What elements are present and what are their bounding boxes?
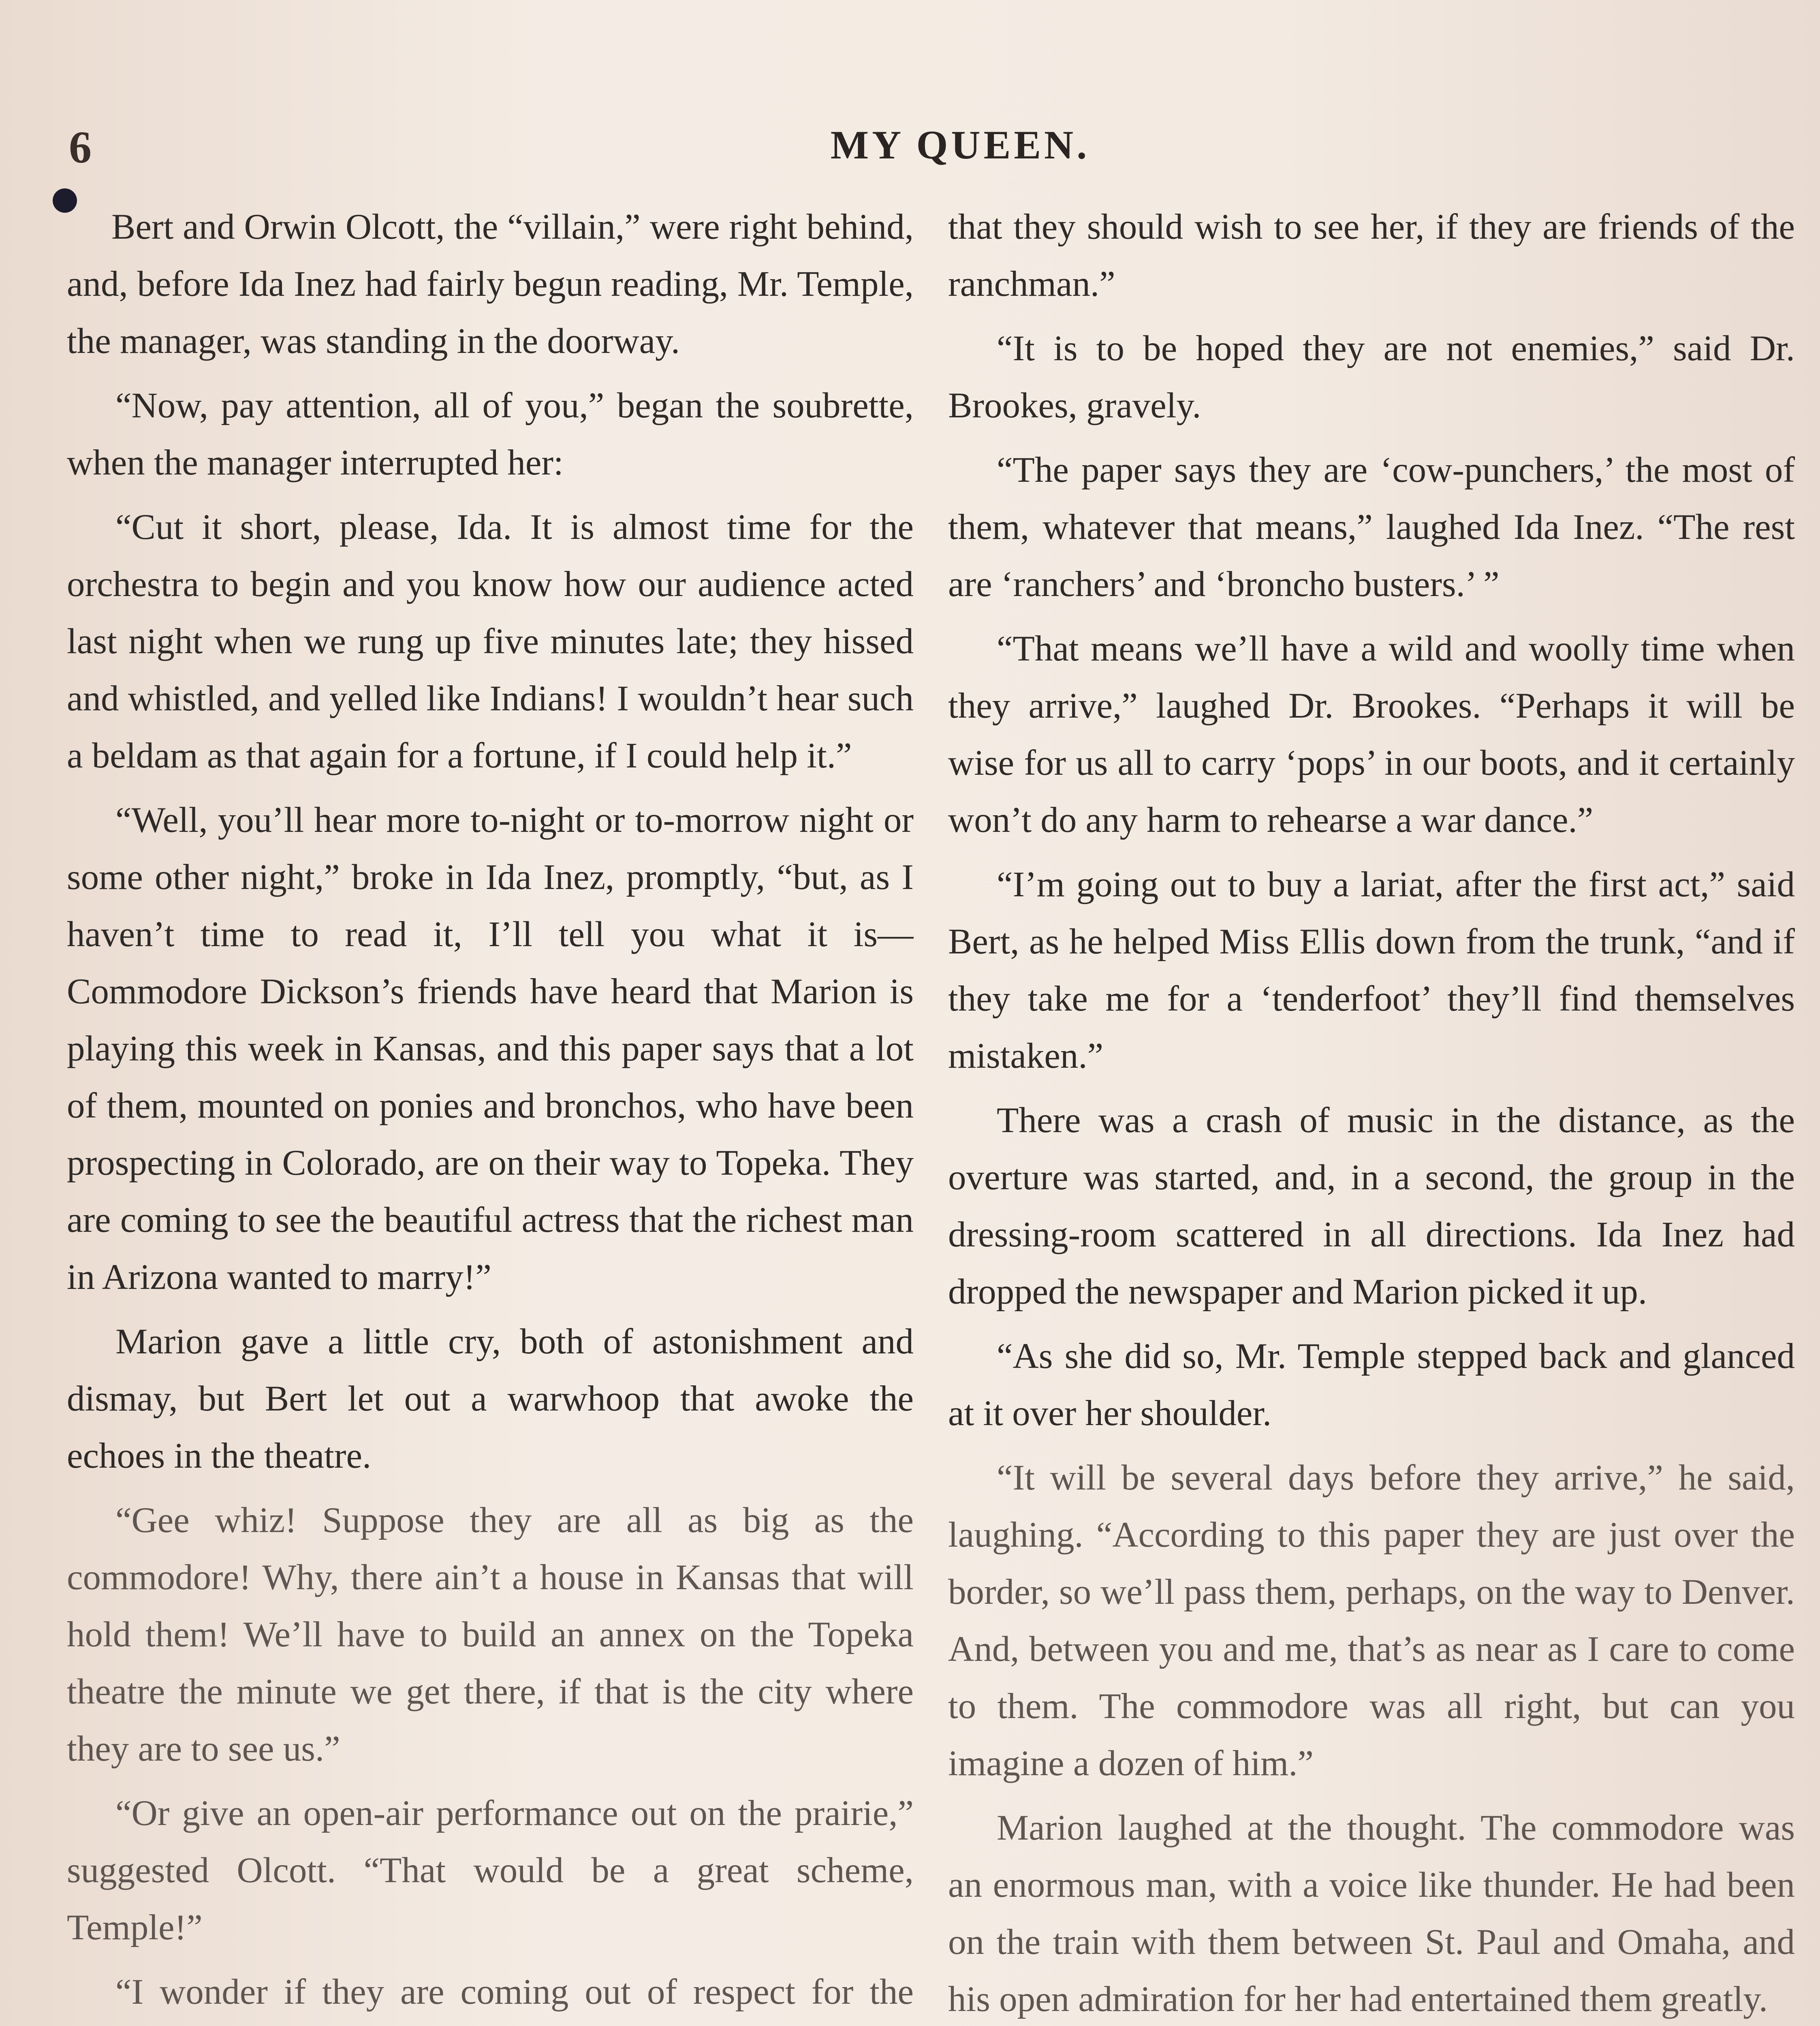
paragraph: Marion gave a little cry, both of astonishment and dismay, but Bert let out a warwhoop that awoke the echoes in the theatre. <box>67 1322 914 1476</box>
page-header <box>69 122 1750 178</box>
paragraph: “The paper says they are ‘cow-punchers,’ the most of them, whatever that means,” laughed Ida Inez. “The rest are ‘ranchers’ and ‘broncho busters.’ ” <box>948 450 1795 604</box>
paragraph: “It is to be hoped they are not enemies,” said Dr. Brookes, gravely. <box>948 329 1795 425</box>
paragraph: “I’m going out to buy a lariat, after the first act,” said Bert, as he helped Miss Ellis down from the trunk, “and if they take me for a ‘tenderfoot’ they’ll find themselves mistaken.” <box>948 865 1795 1076</box>
paragraph: “Or give an open-air performance out on the prairie,” suggested Olcott. “That would be a great scheme, Temple!” <box>67 1793 914 1947</box>
paragraph: “That means we’ll have a wild and woolly time when they arrive,” laughed Dr. Brookes. “Perhaps it will be wise for us all to carry ‘pops’ in our boots, and it certainly won’t do any harm to rehearse a war dance.” <box>948 629 1795 840</box>
paragraph: “Now, pay attention, all of you,” began the soubrette, when the manager interrupted her: <box>67 386 914 483</box>
paragraph: Marion laughed at the thought. The commodore was an enormous man, with a voice like thunder. He had been on the train with them between St. Paul and Omaha, and his open admiration for her had entertained them greatly. <box>948 1808 1795 2019</box>
paragraph: “Gee whiz! Suppose they are all as big as the commodore! Why, there ain’t a house in Kansas that will hold them! We’ll have to build an annex on the Topeka theatre the minute we get there, if that is the city where they are to see us.” <box>67 1500 914 1769</box>
paragraph: “Cut it short, please, Ida. It is almost time for the orchestra to begin and you know how our audience acted last night when we rung up five minutes late; they hissed and whistled, and yelled like Indians! I wouldn’t hear such a beldam as that again for a fortune, if I could help it.” <box>67 507 914 776</box>
paragraph: “It will be several days before they arrive,” he said, laughing. “According to this paper they are just over the border, so we’ll pass them, perhaps, on the way to Denver. And, between you and me, that’s as near as I care to come to them. The commodore was all right, but can you imagine a dozen of him.” <box>948 1458 1795 1783</box>
paragraph: There was a crash of music in the distance, as the overture was started, and, in a second, the group in the dressing-room scattered in all directions. Ida Inez had dropped the newspaper and Marion picked it up. <box>948 1101 1795 1312</box>
paragraph: Bert and Orwin Olcott, the “villain,” were right behind, and, before Ida Inez had fairly begun reading, Mr. Temple, the manager, was standing in the doorway. <box>67 207 914 361</box>
running-title: MY QUEEN. <box>830 122 1090 167</box>
page-number: 6 <box>69 122 92 173</box>
paragraph: that they should wish to see her, if they are friends of the ranchman.” <box>948 207 1795 304</box>
right-column <box>948 199 1795 2026</box>
left-column <box>67 199 914 2026</box>
paragraph: “Well, you’ll hear more to-night or to-morrow night or some other night,” broke in Ida Inez, promptly, “but, as I haven’t time to read it, I’ll tell you what it is—Commodore Dickson’s friends have heard that Marion is playing this week in Kansas, and this paper says that a lot of them, mounted on ponies and bronchos, who have been prospecting in Colorado, are on their way to Topeka. They are coming to see the beautiful actress that the richest man in Arizona wanted to marry!” <box>67 800 914 1297</box>
paragraph: “As she did so, Mr. Temple stepped back and glanced at it over her shoulder. <box>948 1336 1795 1433</box>
paragraph: “I wonder if they are coming out of respect for the <box>115 1972 914 2012</box>
